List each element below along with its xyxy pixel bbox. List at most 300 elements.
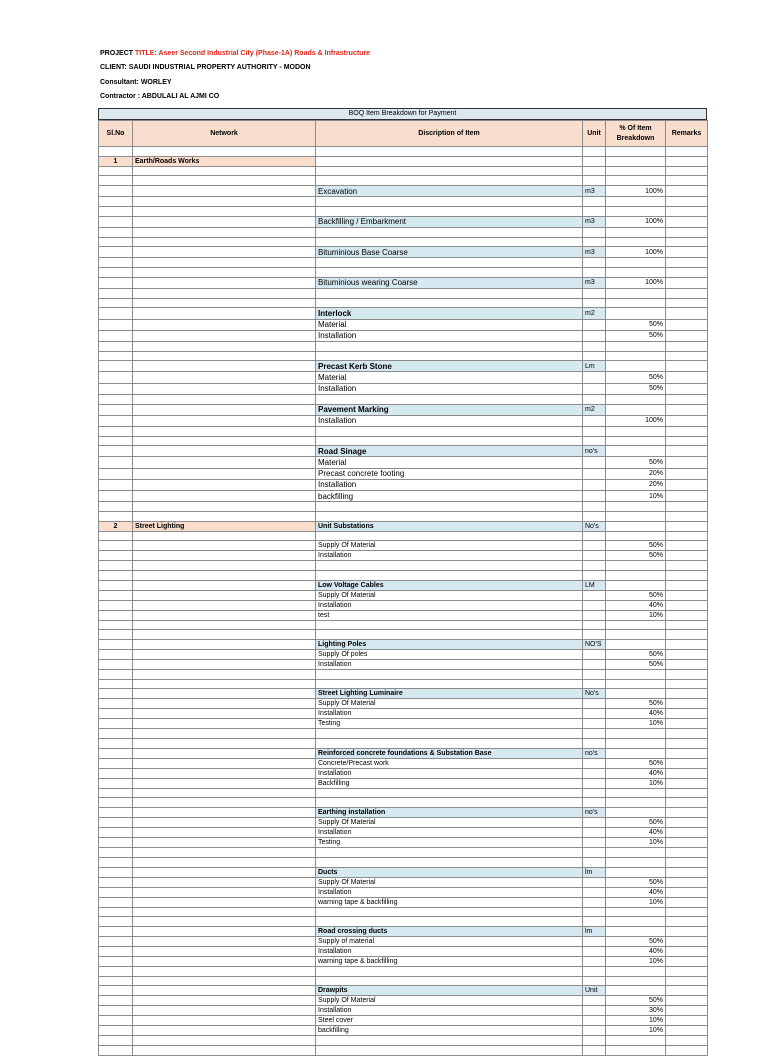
blank-row	[99, 288, 708, 298]
cell-unit	[583, 147, 606, 157]
cell-network	[133, 404, 316, 415]
cell-description: Supply Of Material	[316, 818, 583, 828]
table-row	[99, 541, 708, 551]
table-row	[99, 768, 708, 778]
cell-unit	[583, 351, 606, 361]
cell-breakdown: 40%	[606, 828, 666, 838]
cell-remarks	[666, 511, 708, 521]
cell-remarks	[666, 268, 708, 278]
cell-description: Installation	[316, 600, 583, 610]
cell-unit: lm	[583, 867, 606, 877]
cell-breakdown: 100%	[606, 216, 666, 227]
project-title: TITLE: Aseer Second Industrial City (Phase-1A) Roads & Infrastructure	[135, 50, 371, 57]
cell-unit	[583, 976, 606, 986]
cell-remarks	[666, 1006, 708, 1016]
table-row	[99, 996, 708, 1006]
cell-breakdown: 50%	[606, 319, 666, 330]
cell-description	[316, 531, 583, 541]
table-row	[99, 308, 708, 319]
cell-breakdown	[606, 640, 666, 650]
cell-slno	[99, 468, 133, 479]
cell-breakdown	[606, 446, 666, 457]
cell-slno	[99, 956, 133, 966]
cell-unit	[583, 1026, 606, 1036]
col-header-description: Discription of Item	[316, 121, 583, 147]
cell-slno	[99, 570, 133, 580]
cell-breakdown	[606, 156, 666, 166]
cell-breakdown	[606, 679, 666, 689]
cell-remarks	[666, 788, 708, 798]
cell-unit	[583, 561, 606, 571]
cell-description	[316, 848, 583, 858]
blank-row	[99, 166, 708, 176]
cell-remarks	[666, 541, 708, 551]
cell-description	[316, 976, 583, 986]
cell-remarks	[666, 227, 708, 237]
cell-description: Unit Substations	[316, 521, 583, 531]
cell-breakdown: 50%	[606, 758, 666, 768]
table-row	[99, 986, 708, 996]
table-row	[99, 330, 708, 341]
cell-breakdown	[606, 848, 666, 858]
cell-slno	[99, 394, 133, 404]
cell-remarks	[666, 206, 708, 216]
cell-slno	[99, 630, 133, 640]
cell-remarks	[666, 600, 708, 610]
cell-breakdown	[606, 561, 666, 571]
cell-network	[133, 917, 316, 927]
cell-description: Supply Of Material	[316, 541, 583, 551]
cell-description	[316, 394, 583, 404]
table-row	[99, 590, 708, 600]
cell-description	[316, 1036, 583, 1046]
cell-breakdown: 50%	[606, 551, 666, 561]
cell-unit: m2	[583, 404, 606, 415]
cell-slno	[99, 887, 133, 897]
cell-description: Installation	[316, 551, 583, 561]
cell-description: Installation	[316, 946, 583, 956]
cell-unit: lm	[583, 926, 606, 936]
cell-unit	[583, 848, 606, 858]
cell-remarks	[666, 436, 708, 446]
boq-sheet	[98, 108, 707, 1056]
cell-network	[133, 610, 316, 620]
blank-row	[99, 788, 708, 798]
cell-remarks	[666, 404, 708, 415]
cell-unit	[583, 394, 606, 404]
col-header-remarks: Remarks	[666, 121, 708, 147]
cell-slno: 1	[99, 156, 133, 166]
section-row	[99, 521, 708, 531]
table-row	[99, 468, 708, 479]
cell-unit: Unit	[583, 986, 606, 996]
cell-slno	[99, 541, 133, 551]
cell-remarks	[666, 818, 708, 828]
cell-remarks	[666, 729, 708, 739]
cell-unit: no's	[583, 446, 606, 457]
cell-slno	[99, 610, 133, 620]
cell-breakdown	[606, 748, 666, 758]
table-row	[99, 867, 708, 877]
cell-remarks	[666, 258, 708, 268]
cell-slno	[99, 436, 133, 446]
cell-breakdown: 50%	[606, 541, 666, 551]
cell-network	[133, 446, 316, 457]
cell-breakdown: 40%	[606, 768, 666, 778]
cell-slno	[99, 748, 133, 758]
cell-description: backfilling	[316, 1026, 583, 1036]
cell-description	[316, 788, 583, 798]
cell-breakdown: 50%	[606, 818, 666, 828]
cell-description	[316, 857, 583, 867]
cell-breakdown	[606, 298, 666, 308]
blank-row	[99, 436, 708, 446]
cell-network	[133, 818, 316, 828]
cell-slno	[99, 341, 133, 351]
cell-description	[316, 197, 583, 207]
table-row	[99, 748, 708, 758]
cell-remarks	[666, 857, 708, 867]
cell-breakdown	[606, 268, 666, 278]
cell-slno	[99, 426, 133, 436]
cell-remarks	[666, 996, 708, 1006]
cell-slno	[99, 917, 133, 927]
cell-unit: m3	[583, 247, 606, 258]
cell-slno	[99, 926, 133, 936]
cell-unit	[583, 917, 606, 927]
cell-description: Ducts	[316, 867, 583, 877]
cell-unit	[583, 699, 606, 709]
cell-network	[133, 739, 316, 749]
cell-slno	[99, 446, 133, 457]
cell-slno	[99, 818, 133, 828]
cell-breakdown	[606, 788, 666, 798]
cell-remarks	[666, 966, 708, 976]
cell-breakdown	[606, 258, 666, 268]
cell-network	[133, 341, 316, 351]
cell-unit	[583, 670, 606, 680]
cell-description: Material	[316, 319, 583, 330]
cell-slno	[99, 719, 133, 729]
cell-breakdown: 50%	[606, 877, 666, 887]
cell-network	[133, 351, 316, 361]
cell-breakdown	[606, 288, 666, 298]
cell-slno	[99, 268, 133, 278]
col-header-slno: Sl.No	[99, 121, 133, 147]
blank-row	[99, 197, 708, 207]
cell-slno	[99, 828, 133, 838]
cell-network: Street Lighting	[133, 521, 316, 531]
table-row	[99, 719, 708, 729]
cell-slno	[99, 383, 133, 394]
cell-slno	[99, 288, 133, 298]
blank-row	[99, 268, 708, 278]
cell-network	[133, 197, 316, 207]
cell-network	[133, 679, 316, 689]
blank-row	[99, 798, 708, 808]
cell-slno	[99, 650, 133, 660]
table-row	[99, 186, 708, 197]
cell-unit: Lm	[583, 361, 606, 372]
cell-breakdown	[606, 361, 666, 372]
cell-breakdown: 40%	[606, 600, 666, 610]
cell-description: Supply Of Material	[316, 699, 583, 709]
cell-unit	[583, 551, 606, 561]
cell-remarks	[666, 768, 708, 778]
table-row	[99, 383, 708, 394]
cell-unit	[583, 531, 606, 541]
cell-unit	[583, 415, 606, 426]
cell-unit	[583, 660, 606, 670]
table-row	[99, 404, 708, 415]
cell-remarks	[666, 330, 708, 341]
cell-unit	[583, 457, 606, 468]
cell-slno	[99, 739, 133, 749]
cell-slno	[99, 330, 133, 341]
cell-breakdown: 50%	[606, 699, 666, 709]
cell-slno	[99, 758, 133, 768]
cell-unit	[583, 298, 606, 308]
cell-remarks	[666, 216, 708, 227]
cell-unit	[583, 319, 606, 330]
cell-network	[133, 541, 316, 551]
cell-breakdown	[606, 580, 666, 590]
cell-description: Installation	[316, 479, 583, 490]
cell-slno	[99, 709, 133, 719]
cell-description: Installation	[316, 828, 583, 838]
cell-description: Interlock	[316, 308, 583, 319]
cell-network	[133, 361, 316, 372]
cell-remarks	[666, 897, 708, 907]
cell-remarks	[666, 156, 708, 166]
blank-row	[99, 351, 708, 361]
cell-remarks	[666, 907, 708, 917]
cell-remarks	[666, 620, 708, 630]
cell-slno	[99, 857, 133, 867]
cell-network	[133, 491, 316, 502]
cell-network	[133, 778, 316, 788]
table-row	[99, 946, 708, 956]
cell-unit: no's	[583, 808, 606, 818]
cell-network	[133, 768, 316, 778]
cell-remarks	[666, 277, 708, 288]
cell-description: Supply Of Material	[316, 590, 583, 600]
cell-breakdown: 50%	[606, 383, 666, 394]
cell-breakdown: 20%	[606, 479, 666, 490]
blank-row	[99, 502, 708, 512]
cell-description	[316, 630, 583, 640]
cell-unit: LM	[583, 580, 606, 590]
cell-network	[133, 966, 316, 976]
cell-network	[133, 561, 316, 571]
cell-description	[316, 729, 583, 739]
cell-remarks	[666, 748, 708, 758]
cell-network	[133, 660, 316, 670]
cell-slno	[99, 976, 133, 986]
cell-description	[316, 907, 583, 917]
cell-description: Steel cover	[316, 1016, 583, 1026]
cell-unit	[583, 237, 606, 247]
blank-row	[99, 966, 708, 976]
cell-remarks	[666, 630, 708, 640]
table-row	[99, 247, 708, 258]
cell-unit	[583, 1045, 606, 1055]
cell-unit	[583, 719, 606, 729]
cell-remarks	[666, 247, 708, 258]
cell-slno	[99, 877, 133, 887]
cell-breakdown: 10%	[606, 491, 666, 502]
cell-breakdown: 50%	[606, 457, 666, 468]
cell-description: Installation	[316, 660, 583, 670]
cell-unit	[583, 877, 606, 887]
cell-unit	[583, 288, 606, 298]
cell-remarks	[666, 640, 708, 650]
cell-remarks	[666, 976, 708, 986]
cell-network	[133, 758, 316, 768]
cell-unit	[583, 709, 606, 719]
blank-row	[99, 258, 708, 268]
cell-unit	[583, 436, 606, 446]
cell-remarks	[666, 383, 708, 394]
cell-description	[316, 341, 583, 351]
cell-description	[316, 739, 583, 749]
cell-slno	[99, 372, 133, 383]
cell-unit	[583, 788, 606, 798]
cell-breakdown: 10%	[606, 719, 666, 729]
table-row	[99, 446, 708, 457]
cell-breakdown	[606, 867, 666, 877]
cell-slno	[99, 808, 133, 818]
cell-unit	[583, 197, 606, 207]
cell-remarks	[666, 531, 708, 541]
cell-remarks	[666, 590, 708, 600]
cell-breakdown: 100%	[606, 247, 666, 258]
table-row	[99, 640, 708, 650]
cell-remarks	[666, 446, 708, 457]
cell-unit	[583, 491, 606, 502]
cell-network	[133, 719, 316, 729]
cell-description	[316, 511, 583, 521]
cell-slno	[99, 986, 133, 996]
cell-breakdown	[606, 986, 666, 996]
cell-description: Bituminious wearing Coarse	[316, 277, 583, 288]
cell-breakdown	[606, 351, 666, 361]
col-header-unit: Unit	[583, 121, 606, 147]
cell-unit	[583, 936, 606, 946]
cell-network	[133, 926, 316, 936]
cell-network	[133, 372, 316, 383]
cell-remarks	[666, 1036, 708, 1046]
cell-breakdown: 50%	[606, 650, 666, 660]
cell-unit	[583, 206, 606, 216]
cell-breakdown	[606, 531, 666, 541]
cell-description	[316, 351, 583, 361]
table-row	[99, 808, 708, 818]
cell-unit	[583, 650, 606, 660]
cell-network	[133, 511, 316, 521]
table-row	[99, 457, 708, 468]
cell-network	[133, 848, 316, 858]
cell-network	[133, 383, 316, 394]
blank-row	[99, 739, 708, 749]
cell-breakdown	[606, 966, 666, 976]
cell-network	[133, 897, 316, 907]
cell-breakdown	[606, 176, 666, 186]
cell-remarks	[666, 887, 708, 897]
table-row	[99, 1026, 708, 1036]
cell-description	[316, 156, 583, 166]
cell-remarks	[666, 426, 708, 436]
blank-row	[99, 237, 708, 247]
cell-remarks	[666, 288, 708, 298]
cell-network	[133, 857, 316, 867]
cell-slno	[99, 491, 133, 502]
blank-row	[99, 857, 708, 867]
cell-description	[316, 258, 583, 268]
cell-unit	[583, 768, 606, 778]
table-row	[99, 926, 708, 936]
cell-breakdown: 50%	[606, 936, 666, 946]
cell-breakdown: 40%	[606, 946, 666, 956]
cell-slno	[99, 227, 133, 237]
cell-description	[316, 561, 583, 571]
table-row	[99, 361, 708, 372]
cell-remarks	[666, 308, 708, 319]
cell-slno	[99, 502, 133, 512]
cell-remarks	[666, 580, 708, 590]
table-row	[99, 551, 708, 561]
cell-description: Street Lighting Luminaire	[316, 689, 583, 699]
cell-breakdown	[606, 917, 666, 927]
cell-slno	[99, 404, 133, 415]
cell-description: Material	[316, 457, 583, 468]
project-line	[100, 49, 370, 58]
cell-slno	[99, 1036, 133, 1046]
cell-slno	[99, 561, 133, 571]
cell-breakdown: 10%	[606, 778, 666, 788]
cell-unit	[583, 570, 606, 580]
cell-slno	[99, 277, 133, 288]
cell-slno	[99, 457, 133, 468]
cell-remarks	[666, 147, 708, 157]
cell-unit	[583, 778, 606, 788]
table-row	[99, 650, 708, 660]
cell-unit	[583, 176, 606, 186]
cell-description: Precast concrete footing	[316, 468, 583, 479]
cell-remarks	[666, 551, 708, 561]
cell-slno	[99, 729, 133, 739]
contractor-line: Contractor : ABDULALI AL AJMI CO	[100, 93, 220, 100]
table-row	[99, 479, 708, 490]
cell-unit	[583, 258, 606, 268]
cell-remarks	[666, 341, 708, 351]
cell-slno	[99, 361, 133, 372]
client-line: CLIENT: SAUDI INDUSTRIAL PROPERTY AUTHORITY - MODON	[100, 64, 311, 71]
cell-network	[133, 1045, 316, 1055]
cell-slno	[99, 778, 133, 788]
table-row	[99, 1016, 708, 1026]
blank-row	[99, 907, 708, 917]
cell-remarks	[666, 394, 708, 404]
blank-row	[99, 848, 708, 858]
cell-remarks	[666, 479, 708, 490]
cell-breakdown	[606, 227, 666, 237]
table-row	[99, 277, 708, 288]
cell-remarks	[666, 670, 708, 680]
cell-breakdown	[606, 394, 666, 404]
blank-row	[99, 917, 708, 927]
cell-unit	[583, 620, 606, 630]
